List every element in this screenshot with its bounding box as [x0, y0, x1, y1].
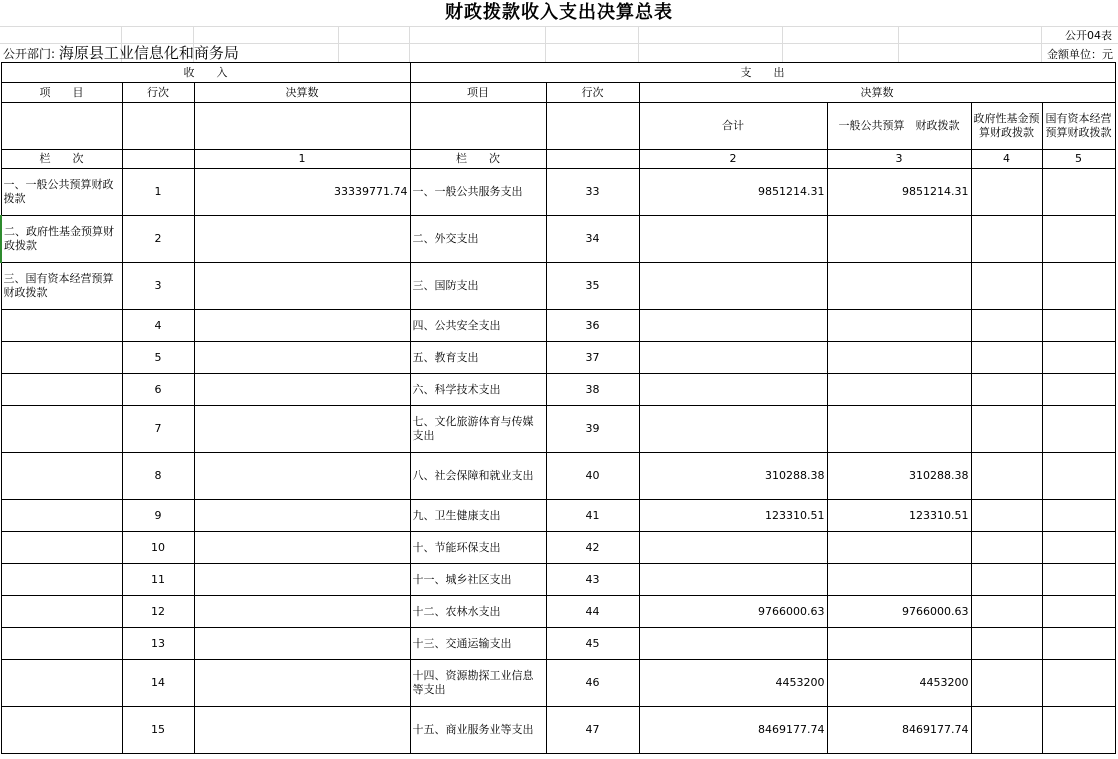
- amount-unit: 金额单位：元: [1047, 48, 1113, 61]
- expense-line-no-cell: 35: [546, 263, 639, 310]
- income-item-cell: [1, 532, 122, 564]
- income-item-cell: [1, 596, 122, 628]
- blank-cell: [122, 150, 194, 169]
- expense-line-no-cell: 41: [546, 500, 639, 532]
- department-line: [3, 44, 239, 63]
- expense-total-cell: 9851214.31: [639, 169, 827, 216]
- expense-general-cell: 123310.51: [827, 500, 971, 532]
- expense-total-cell: [639, 263, 827, 310]
- table-row: [1, 406, 1115, 453]
- section-header-row: [1, 63, 1115, 83]
- expense-state-capital-cell: [1042, 500, 1115, 532]
- income-amount-cell: [194, 596, 410, 628]
- table-row: [1, 596, 1115, 628]
- expense-gov-fund-cell: [971, 374, 1042, 406]
- gridline: [545, 26, 546, 62]
- income-line-no-cell: 12: [122, 596, 194, 628]
- income-amount-cell: [194, 660, 410, 707]
- expense-gov-fund-cell: [971, 596, 1042, 628]
- gridline: [338, 26, 339, 62]
- table-row: [1, 500, 1115, 532]
- expense-item-cell: 一、一般公共服务支出: [410, 169, 546, 216]
- expense-state-capital-cell: [1042, 596, 1115, 628]
- expense-state-capital-cell: [1042, 564, 1115, 596]
- expense-line-no-cell: 40: [546, 453, 639, 500]
- income-item-cell: [1, 707, 122, 754]
- blank-cell: [546, 150, 639, 169]
- general-budget-header: 一般公共预算 财政拨款: [827, 103, 971, 150]
- table-row: [1, 707, 1115, 754]
- blank-cell: [546, 103, 639, 150]
- expense-line-no-cell: 34: [546, 216, 639, 263]
- table-row: [1, 263, 1115, 310]
- expense-gov-fund-cell: [971, 216, 1042, 263]
- expense-state-capital-cell: [1042, 707, 1115, 754]
- income-amount-cell: 33339771.74: [194, 169, 410, 216]
- expense-amount-header: 决算数: [639, 83, 1115, 103]
- income-amount-cell: [194, 707, 410, 754]
- expense-line-no-header: 行次: [546, 83, 639, 103]
- income-line-no-cell: 14: [122, 660, 194, 707]
- income-amount-cell: [194, 532, 410, 564]
- expense-total-cell: 9766000.63: [639, 596, 827, 628]
- income-item-cell: [1, 500, 122, 532]
- expense-item-cell: 十五、商业服务业等支出: [410, 707, 546, 754]
- expense-general-cell: [827, 406, 971, 453]
- expense-general-cell: 8469177.74: [827, 707, 971, 754]
- expense-state-capital-cell: [1042, 342, 1115, 374]
- expense-item-cell: 十二、农林水支出: [410, 596, 546, 628]
- expense-total-cell: [639, 310, 827, 342]
- expense-line-no-cell: 45: [546, 628, 639, 660]
- expense-line-no-cell: 36: [546, 310, 639, 342]
- col-index-5: 5: [1042, 150, 1115, 169]
- expense-item-cell: 二、外交支出: [410, 216, 546, 263]
- expense-state-capital-cell: [1042, 453, 1115, 500]
- gridline: [0, 26, 1118, 27]
- expense-line-no-cell: 42: [546, 532, 639, 564]
- table-row: [1, 374, 1115, 406]
- income-item-cell: 二、政府性基金预算财政拨款: [1, 216, 122, 263]
- income-item-cell: [1, 374, 122, 406]
- expense-state-capital-cell: [1042, 216, 1115, 263]
- expense-gov-fund-cell: [971, 532, 1042, 564]
- income-item-cell: [1, 628, 122, 660]
- report-title: 财政拨款收入支出决算总表: [445, 2, 673, 23]
- expense-item-cell: 六、科学技术支出: [410, 374, 546, 406]
- department-name: 海原县工业信息化和商务局: [58, 44, 239, 62]
- income-amount-cell: [194, 310, 410, 342]
- expense-state-capital-cell: [1042, 263, 1115, 310]
- income-amount-cell: [194, 216, 410, 263]
- expense-item-cell: 五、教育支出: [410, 342, 546, 374]
- expense-total-cell: [639, 374, 827, 406]
- income-amount-header: 决算数: [194, 83, 410, 103]
- expense-general-cell: 4453200: [827, 660, 971, 707]
- expense-line-no-cell: 37: [546, 342, 639, 374]
- expense-general-cell: [827, 342, 971, 374]
- table-row: [1, 342, 1115, 374]
- column-index-row: [1, 150, 1115, 169]
- expense-general-cell: [827, 532, 971, 564]
- expense-total-cell: [639, 532, 827, 564]
- income-line-no-cell: 6: [122, 374, 194, 406]
- expense-line-no-cell: 38: [546, 374, 639, 406]
- expense-state-capital-cell: [1042, 374, 1115, 406]
- expense-gov-fund-cell: [971, 406, 1042, 453]
- expense-gov-fund-cell: [971, 660, 1042, 707]
- col-index-3: 3: [827, 150, 971, 169]
- expense-item-cell: 十、节能环保支出: [410, 532, 546, 564]
- col-index-2: 2: [639, 150, 827, 169]
- income-item-cell: [1, 406, 122, 453]
- gridline: [409, 26, 410, 62]
- income-line-no-cell: 8: [122, 453, 194, 500]
- expense-line-no-cell: 33: [546, 169, 639, 216]
- income-amount-cell: [194, 406, 410, 453]
- income-line-no-cell: 15: [122, 707, 194, 754]
- expense-item-cell: 八、社会保障和就业支出: [410, 453, 546, 500]
- table-row: [1, 169, 1115, 216]
- expense-section-header: 支 出: [410, 63, 1115, 83]
- expense-general-cell: 9851214.31: [827, 169, 971, 216]
- expense-gov-fund-cell: [971, 342, 1042, 374]
- expense-general-cell: [827, 263, 971, 310]
- table-row: [1, 310, 1115, 342]
- table-row: [1, 532, 1115, 564]
- gridline: [898, 26, 899, 62]
- expense-general-cell: 310288.38: [827, 453, 971, 500]
- blank-cell: [410, 103, 546, 150]
- income-line-no-cell: 1: [122, 169, 194, 216]
- income-line-no-header: 行次: [122, 83, 194, 103]
- expense-item-cell: 十四、资源勘探工业信息等支出: [410, 660, 546, 707]
- income-item-header: 项 目: [1, 83, 122, 103]
- income-line-no-cell: 5: [122, 342, 194, 374]
- expense-item-header: 项目: [410, 83, 546, 103]
- expense-gov-fund-cell: [971, 564, 1042, 596]
- blank-cell: [1, 103, 122, 150]
- table-row: [1, 564, 1115, 596]
- expense-line-no-cell: 46: [546, 660, 639, 707]
- expense-state-capital-cell: [1042, 660, 1115, 707]
- expense-state-capital-cell: [1042, 169, 1115, 216]
- expense-general-cell: [827, 628, 971, 660]
- expense-item-cell: 九、卫生健康支出: [410, 500, 546, 532]
- income-line-no-cell: 3: [122, 263, 194, 310]
- expense-total-cell: [639, 406, 827, 453]
- income-line-no-cell: 7: [122, 406, 194, 453]
- expense-state-capital-cell: [1042, 310, 1115, 342]
- income-amount-cell: [194, 263, 410, 310]
- income-line-no-cell: 10: [122, 532, 194, 564]
- expense-line-no-cell: 47: [546, 707, 639, 754]
- income-amount-cell: [194, 453, 410, 500]
- income-line-no-cell: 13: [122, 628, 194, 660]
- expense-state-capital-cell: [1042, 406, 1115, 453]
- expense-total-cell: [639, 216, 827, 263]
- gridline: [638, 26, 639, 62]
- income-item-cell: 三、国有资本经营预算财政拨款: [1, 263, 122, 310]
- income-line-no-cell: 4: [122, 310, 194, 342]
- income-line-no-cell: 11: [122, 564, 194, 596]
- expense-gov-fund-cell: [971, 707, 1042, 754]
- expense-line-no-cell: 44: [546, 596, 639, 628]
- budget-summary-table: [0, 62, 1116, 754]
- income-line-no-cell: 2: [122, 216, 194, 263]
- blank-cell: [194, 103, 410, 150]
- expense-col-label: 栏 次: [410, 150, 546, 169]
- subheader-row: [1, 103, 1115, 150]
- expense-item-cell: 十三、交通运输支出: [410, 628, 546, 660]
- expense-gov-fund-cell: [971, 628, 1042, 660]
- col-index-1: 1: [194, 150, 410, 169]
- table-row: [1, 628, 1115, 660]
- expense-total-cell: 123310.51: [639, 500, 827, 532]
- income-item-cell: [1, 660, 122, 707]
- expense-gov-fund-cell: [971, 169, 1042, 216]
- expense-general-cell: [827, 374, 971, 406]
- expense-gov-fund-cell: [971, 310, 1042, 342]
- income-item-cell: [1, 310, 122, 342]
- expense-item-cell: 十一、城乡社区支出: [410, 564, 546, 596]
- expense-state-capital-cell: [1042, 532, 1115, 564]
- expense-total-cell: [639, 342, 827, 374]
- table-row: [1, 660, 1115, 707]
- income-item-cell: [1, 453, 122, 500]
- income-amount-cell: [194, 374, 410, 406]
- income-col-label: 栏 次: [1, 150, 122, 169]
- expense-general-cell: [827, 216, 971, 263]
- expense-gov-fund-cell: [971, 500, 1042, 532]
- gridline: [782, 26, 783, 62]
- table-row: [1, 453, 1115, 500]
- expense-total-cell: 4453200: [639, 660, 827, 707]
- expense-item-cell: 七、文化旅游体育与传媒支出: [410, 406, 546, 453]
- income-amount-cell: [194, 342, 410, 374]
- table-row: [1, 216, 1115, 263]
- expense-total-cell: [639, 564, 827, 596]
- income-item-cell: [1, 342, 122, 374]
- expense-total-cell: 8469177.74: [639, 707, 827, 754]
- expense-general-cell: 9766000.63: [827, 596, 971, 628]
- expense-line-no-cell: 43: [546, 564, 639, 596]
- blank-cell: [122, 103, 194, 150]
- gridline: [1041, 26, 1042, 62]
- column-header-row: [1, 83, 1115, 103]
- income-line-no-cell: 9: [122, 500, 194, 532]
- expense-line-no-cell: 39: [546, 406, 639, 453]
- col-index-4: 4: [971, 150, 1042, 169]
- form-number: 公开04表: [1065, 29, 1112, 42]
- expense-general-cell: [827, 310, 971, 342]
- expense-general-cell: [827, 564, 971, 596]
- department-label: 公开部门:: [3, 47, 56, 61]
- expense-item-cell: 三、国防支出: [410, 263, 546, 310]
- expense-total-cell: [639, 628, 827, 660]
- income-amount-cell: [194, 564, 410, 596]
- income-amount-cell: [194, 500, 410, 532]
- total-header: 合计: [639, 103, 827, 150]
- gov-fund-header: 政府性基金预算财政拨款: [971, 103, 1042, 150]
- expense-state-capital-cell: [1042, 628, 1115, 660]
- expense-total-cell: 310288.38: [639, 453, 827, 500]
- income-amount-cell: [194, 628, 410, 660]
- income-item-cell: 一、一般公共预算财政拨款: [1, 169, 122, 216]
- state-capital-header: 国有资本经营预算财政拨款: [1042, 103, 1115, 150]
- income-section-header: 收 入: [1, 63, 410, 83]
- income-item-cell: [1, 564, 122, 596]
- expense-gov-fund-cell: [971, 263, 1042, 310]
- expense-item-cell: 四、公共安全支出: [410, 310, 546, 342]
- expense-gov-fund-cell: [971, 453, 1042, 500]
